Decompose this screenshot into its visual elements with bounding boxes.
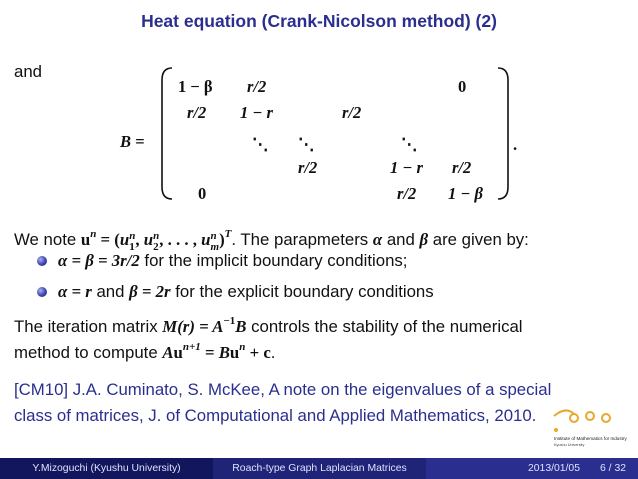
m-r5c4: r/2 [397,184,417,203]
bullet-2-math2: β = 2r [129,282,171,301]
m-r1c5: 0 [458,77,467,96]
left-paren [162,68,172,199]
m-r1c2: r/2 [247,77,267,96]
note-pre: We note [14,230,81,249]
bullet-2-text: for the explicit boundary conditions [170,282,434,301]
m-dots-2: ⋱ [298,135,315,154]
m-r5c5: 1 − β [448,184,483,203]
footer-right [426,458,638,479]
footer-page-number: 6 / 32 [600,463,626,474]
bullet-1-text: for the implicit boundary conditions; [139,251,408,270]
note-line [14,224,529,253]
bullet-2-and: and [91,282,130,301]
note-and: and [382,230,420,249]
m-r2c2: 1 − r [240,103,273,122]
footer-talk-title: Roach-type Graph Laplacian Matrices [213,458,426,479]
right-paren [498,68,508,199]
iteration-line-1: The iteration matrix $M(r) = A^{-1}B$ controls the stability of the numerical [14,315,523,336]
bullet-2-math1: α = r [58,282,92,301]
bullet-icon-2 [37,287,47,297]
footer-author: Y.Mizoguchi (Kyushu University) [0,458,213,479]
note-u-vector: $u^n = (un$ 1, un 2, . . . , un m)$^T$ [80,228,232,253]
iter-l1m: M(r) = A [162,317,224,336]
iter-l1a: The iteration matrix [14,317,163,336]
iter-l2a: method to compute [14,343,163,362]
slide-title: Heat equation (Crank-Nicolson method) (2) [141,11,497,31]
note-post: are given by: [428,230,529,249]
m-r4c3: r/2 [298,158,318,177]
institute-logo [540,404,630,454]
bullet-icon-1 [37,256,47,266]
iter-l1b: B [235,317,247,336]
logo-text-1: Institute of Mathematics for Industry [554,436,627,441]
bullet-item-2 [58,282,434,302]
m-r4c5: r/2 [452,158,472,177]
citation-line-1: [CM10] J.A. Cuminato, S. McKee, A note on the eigenvalues of a special [14,380,552,399]
iteration-line-2 [14,337,275,363]
bullet-1-math: α = β = 3r/2 [58,251,140,270]
m-r2c1: r/2 [187,103,207,122]
bullet-item-1 [58,251,407,271]
iter-equation: $Au^{n+1} = Bu^n + c$ [162,341,271,362]
logo-text-2: Kyushu University [554,443,585,447]
m-r2c3: r/2 [342,103,362,122]
m-period: . [513,135,518,154]
m-r5c1: 0 [198,184,207,203]
footer-date: 2013/01/05 [527,463,580,474]
and-text: and [14,62,42,81]
note-alpha: α [372,230,383,249]
iter-l1c: controls the stability of the numerical [246,317,523,336]
citation-line-2: class of matrices, J. of Computational and Applied Mathematics, 2010. [14,406,537,425]
m-dots-3: ⋱ [401,135,418,154]
m-r1c1: 1 − β [178,77,213,96]
matrix-b [0,0,638,210]
footer-bar [0,458,638,479]
m-r4c4: 1 − r [390,158,423,177]
m-dots-1: ⋱ [252,135,269,154]
note-mid: . The parapmeters [231,230,373,249]
note-beta: β [419,230,429,249]
iter-l2b: . [270,343,276,362]
matrix-lhs: B = [120,132,145,151]
